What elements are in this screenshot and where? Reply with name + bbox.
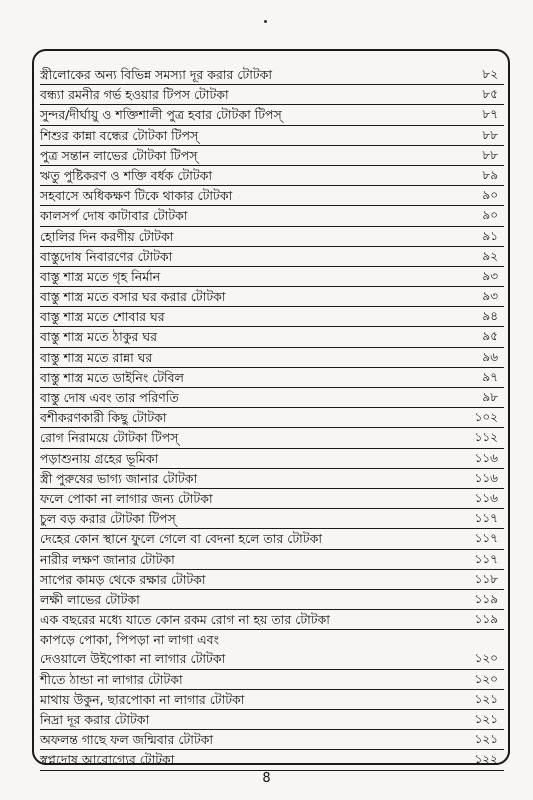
toc-entry-page: ৯৬ xyxy=(482,349,498,364)
toc-entry xyxy=(40,368,504,388)
toc-entry-page: ১২১ xyxy=(474,732,498,747)
toc-entry xyxy=(40,65,504,85)
toc-entry-title: শিশুর কান্না বন্ধের টোটকা টিপস্ xyxy=(40,127,199,143)
toc-entry xyxy=(40,570,504,590)
toc-entry-title: বাস্তু শাস্ত্র মতে বসার ঘর করার টোটকা xyxy=(40,289,226,305)
toc-entry-page: ৮৮ xyxy=(482,147,498,162)
toc-entry-title: কাপড়ে পোকা, পিপড়া না লাগা এবং xyxy=(40,632,219,648)
toc-entry xyxy=(40,489,504,509)
toc-entry-title: সহবাসে অধিকক্ষণ টিকে থাকার টোটকা xyxy=(40,188,233,204)
toc-entry xyxy=(40,146,504,166)
toc-entry-title: বশীকরণকারী কিছু টোটকা xyxy=(40,410,167,426)
toc-entry xyxy=(40,428,504,448)
toc-entry-title: লক্ষী লাভের টোটকা xyxy=(40,591,140,607)
toc-entry-page: ১০২ xyxy=(474,410,498,425)
toc-entry-page: ৯৪ xyxy=(482,309,498,324)
toc-entry xyxy=(40,690,504,710)
toc-entry xyxy=(40,529,504,549)
toc-entry-title: দেওয়ালে উইপোকা না লাগার টোটকা xyxy=(40,651,226,667)
toc-entry-title: শীতে ঠান্ডা না লাগার টোটকা xyxy=(40,671,183,687)
toc-entry-page: ৮২ xyxy=(482,67,498,81)
toc-entry xyxy=(40,206,504,226)
toc-entry-page: ৯০ xyxy=(482,208,498,223)
toc-entry-page: ৯৫ xyxy=(482,329,498,344)
toc-entry-title: পুত্র সন্তান লাভের টোটকা টিপস্ xyxy=(40,147,198,163)
toc-entry xyxy=(40,85,504,105)
toc-entry xyxy=(40,509,504,529)
toc-entry-page: ১১৭ xyxy=(474,551,498,566)
toc-entry-title: বাস্তুদোষ নিবারণের টোটকা xyxy=(40,248,173,264)
toc-entry-title: বাস্তু শাস্ত্র মতে গৃহ নির্মান xyxy=(40,268,161,284)
toc-entry xyxy=(40,227,504,247)
toc-entry-page: ৯০ xyxy=(482,188,498,203)
toc-entry xyxy=(40,287,504,307)
toc-entry-page: ১১৮ xyxy=(474,571,498,586)
toc-entry-title: বন্ধ্যা রমনীর গর্ভ হওয়ার টিপস টোটকা xyxy=(40,87,229,103)
toc-entry xyxy=(40,469,504,489)
toc-entry-title: দেহের কোন স্থানে ফুলে গেলে বা বেদনা হলে তার টোটকা xyxy=(40,531,322,547)
toc-entry-page: ১১৬ xyxy=(474,490,498,505)
table-of-contents xyxy=(40,65,504,771)
toc-entry-title: রোগ নিরাময়ে টোটকা টিপস্ xyxy=(40,430,179,446)
toc-entry-title: সুন্দর/দীর্ঘায়ু ও শক্তিশালী পুত্র হবার টোটকা টিপস্ xyxy=(40,107,282,123)
toc-entry-page: ১১৯ xyxy=(474,612,498,627)
toc-entry xyxy=(40,307,504,327)
toc-entry-page: ৮৭ xyxy=(482,107,498,122)
toc-entry-title: অফলন্ত গাছে ফল জন্মিবার টোটকা xyxy=(40,732,214,748)
toc-entry-title: স্বপ্নদোষ আরোগ্যের টোটকা xyxy=(40,752,175,768)
toc-entry-title: বাস্তু শাস্ত্র মতে রান্না ঘর xyxy=(40,349,153,365)
toc-entry xyxy=(40,186,504,206)
toc-entry-page: ৮৯ xyxy=(482,167,498,182)
page-number: 8 xyxy=(262,771,271,786)
toc-entry xyxy=(40,166,504,186)
toc-entry-title: এক বছরের মধ্যে যাতে কোন রকম রোগ না হয় তার টোটকা xyxy=(40,612,330,628)
toc-entry-title: চুল বড় করার টোটকা টিপস্ xyxy=(40,511,176,527)
toc-entry-page: ৮৮ xyxy=(482,127,498,142)
toc-entry xyxy=(40,348,504,368)
toc-entry xyxy=(40,449,504,469)
toc-entry xyxy=(40,670,504,690)
toc-entry-title: স্ত্রী পুরুষের ভাগ্য জানার টোটকা xyxy=(40,470,198,486)
toc-entry-page: ৯৭ xyxy=(482,369,498,384)
toc-entry xyxy=(40,126,504,146)
toc-entry-page: ৯৩ xyxy=(482,268,498,283)
toc-entry-page: ১১৬ xyxy=(474,450,498,465)
toc-entry-page: ৯৮ xyxy=(482,390,498,404)
toc-entry-title: ঋতু পুষ্টিকরণ ও শক্তি বর্ধক টোটকা xyxy=(40,167,213,183)
toc-entry-title: নিদ্রা দূর করার টোটকা xyxy=(40,712,150,727)
toc-entry xyxy=(40,105,504,125)
toc-entry xyxy=(40,408,504,428)
toc-entry-page: ১২১ xyxy=(474,712,498,726)
toc-entry-title: ফলে পোকা না লাগার জন্য টোটকা xyxy=(40,490,213,506)
toc-entry-page: ১১২ xyxy=(474,430,498,445)
toc-entry xyxy=(40,750,504,770)
toc-entry-page: ৯৩ xyxy=(482,289,498,304)
toc-entry xyxy=(40,550,504,570)
toc-entry xyxy=(40,327,504,347)
toc-entry-title: পড়াশুনায় গ্রহের ভূমিকা xyxy=(40,450,159,466)
toc-entry-title: স্ত্রীলোকের অন্য বিভিন্ন সমস্যা দূর করার টোটকা xyxy=(40,67,273,82)
toc-entry xyxy=(40,630,504,649)
toc-entry xyxy=(40,388,504,408)
toc-entry-title: বাস্তু শাস্ত্র মতে ঠাকুর ঘর xyxy=(40,329,157,345)
toc-entry-title: বাস্তু শাস্ত্র মতে ডাইনিং টেবিল xyxy=(40,369,184,385)
toc-entry-title: হোলির দিন করণীয় টোটকা xyxy=(40,228,174,244)
toc-entry xyxy=(40,710,504,730)
toc-entry-page: ৯২ xyxy=(482,248,498,263)
toc-entry-page: ১১৭ xyxy=(474,531,498,546)
toc-entry-title: নারীর লক্ষণ জানার টোটকা xyxy=(40,551,175,567)
toc-entry xyxy=(40,730,504,750)
toc-entry-title: বাস্তু শাস্ত্র মতে শোবার ঘর xyxy=(40,309,165,325)
toc-entry-page: ৯১ xyxy=(482,228,498,243)
toc-entry-page: ১২১ xyxy=(474,691,498,706)
toc-entry-title: বাস্তু দোষ এবং তার পরিণতি xyxy=(40,390,179,405)
toc-entry xyxy=(40,247,504,267)
toc-entry-title: সাপের কামড় থেকে রক্ষার টোটকা xyxy=(40,571,206,587)
toc-entry-page: ৮৫ xyxy=(482,87,498,102)
toc-entry-page: ১১৬ xyxy=(474,470,498,485)
toc-entry-page: ১২০ xyxy=(474,671,498,686)
toc-entry-page: ১২২ xyxy=(474,752,498,767)
toc-entry xyxy=(40,649,504,669)
toc-entry xyxy=(40,267,504,287)
toc-entry xyxy=(40,590,504,610)
toc-entry-page: ১১৭ xyxy=(474,511,498,526)
toc-entry-title: কালসর্প দোষ কাটাবার টোটকা xyxy=(40,208,188,224)
toc-entry xyxy=(40,610,504,630)
toc-entry-page: ১১৯ xyxy=(474,591,498,606)
toc-entry-page: ১২০ xyxy=(474,651,498,666)
ink-dot xyxy=(264,20,267,23)
toc-entry-title: মাথায় উকুন, ছারপোকা না লাগার টোটকা xyxy=(40,691,245,707)
